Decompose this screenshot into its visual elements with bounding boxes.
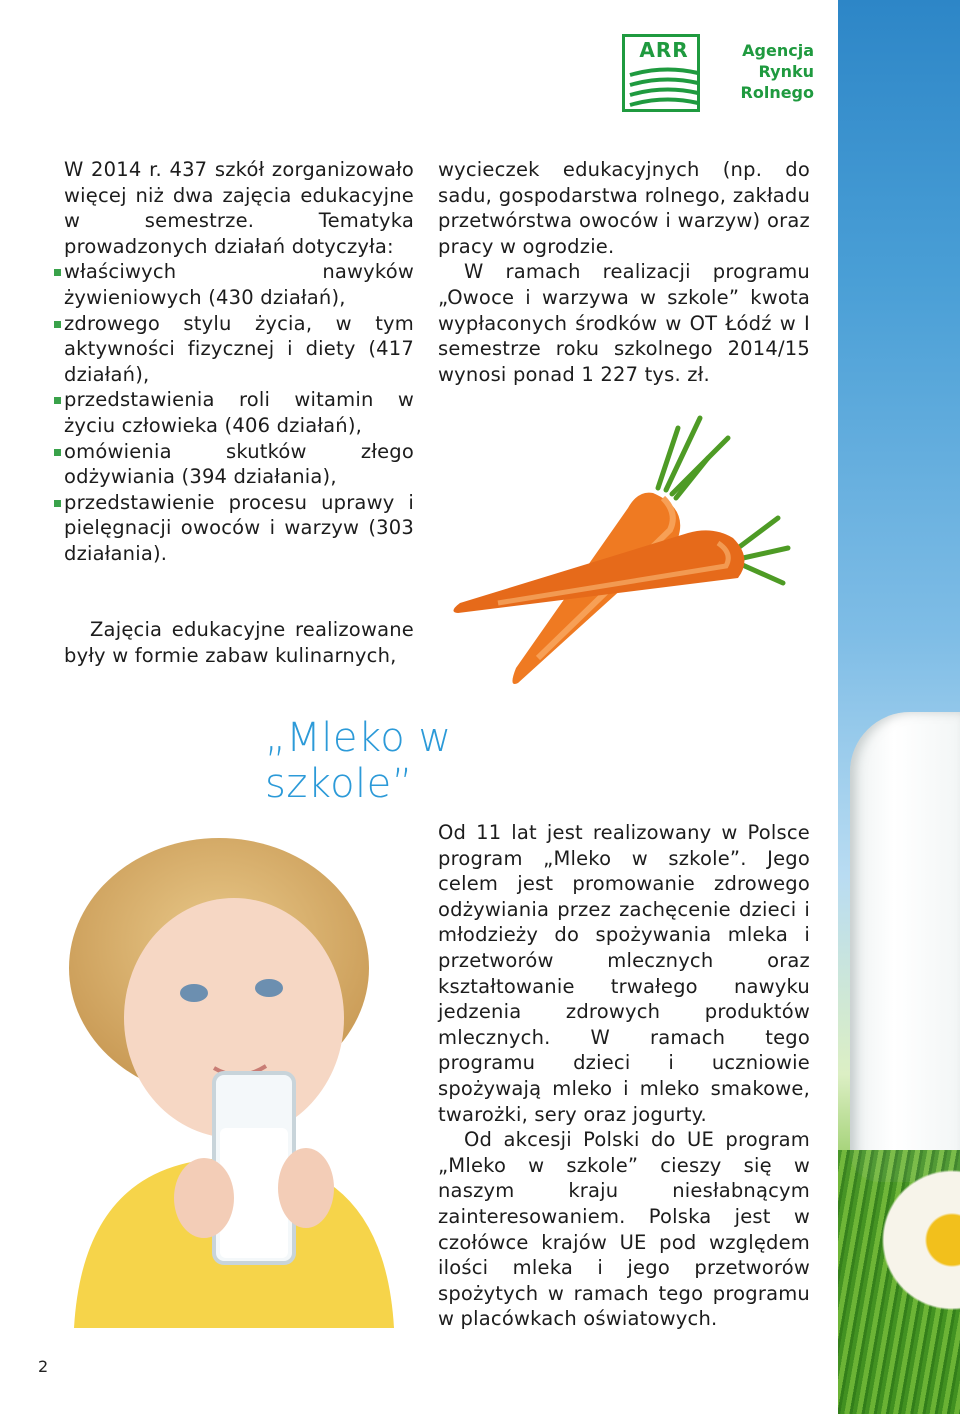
page-number: 2 [38, 1357, 49, 1376]
list-item: omówienia skutków złego odżywiania (394 działania), [64, 439, 414, 490]
list-item: zdrowego stylu życia, w tym aktywności fizycznej i diety (417 działań), [64, 311, 414, 388]
list-item: przedstawienie procesu uprawy i pielęgnacji owoców i warzyw (303 działania). [64, 490, 414, 567]
fruit-section-right-column [438, 157, 810, 387]
list-item: właściwych nawyków żywieniowych (430 działań), [64, 259, 414, 310]
fruit-section-left-column [64, 157, 414, 567]
logo-emblem [622, 34, 700, 112]
forms-paragraph-end: wycieczek edukacyjnych (np. do sadu, gospodarstwa rolnego, zakładu przetwórstwa owoców i warzyw) oraz pracy w ogrodzie. [438, 158, 810, 258]
topics-list [64, 259, 414, 566]
arr-logo [622, 34, 817, 114]
milk-section-title: „Mleko w szkole” [265, 715, 452, 807]
child-with-milk-image [44, 828, 414, 1328]
forms-paragraph-start: Zajęcia edukacyjne realizowane były w formie zabaw kulinarnych, [64, 618, 414, 667]
milk-paragraph-1: Od 11 lat jest realizowany w Polsce program „Mleko w szkole”. Jego celem jest promowanie zdrowego odżywiania przez zachęcenie dzieci i młodzieży do spożywania mleka i przetworów mlecznych oraz kształtowanie trwałego nawyku jedzenia zdrowych produktów mlecznych. W ramach tego programu dzieci i uczniowie spożywają mleko i mleko smakowe, twarożki, sery oraz jogurty. [438, 821, 810, 1126]
milk-glass-image [850, 712, 960, 1182]
bullet-icon [54, 269, 61, 276]
logo-abbreviation: ARR [639, 38, 689, 62]
field-lines-icon [628, 65, 700, 112]
carrots-image [438, 398, 798, 688]
amount-paragraph: W ramach realizacji programu „Owoce i warzywa w szkole” kwota wypłaconych środków w OT Łódź w I semestrze roku szkolnego 2014/15 wynosi ponad 1 227 tys. zł. [438, 260, 810, 386]
fruit-intro: W 2014 r. 437 szkół zorganizowało więcej niż dwa zajęcia edukacyjne w semestrze. Tematyka prowadzonych działań dotyczyła: [64, 158, 414, 258]
logo-name: Agencja Rynku Rolnego [740, 41, 814, 102]
milk-paragraph-2: Od akcesji Polski do UE program „Mleko w szkole” cieszy się w naszym kraju niesłabnącym zainteresowaniem. Polska jest w czołówce krajów UE pod względem ilości mleka i jego przetworów spożytych w ramach tego programu w placówkach oświatowych. [438, 1128, 810, 1331]
bullet-icon [54, 449, 61, 456]
milk-section-text [438, 820, 810, 1332]
list-item: przedstawienia roli witamin w życiu człowieka (406 działań), [64, 387, 414, 438]
bullet-icon [54, 321, 61, 328]
bullet-icon [54, 397, 61, 404]
bullet-icon [54, 500, 61, 507]
